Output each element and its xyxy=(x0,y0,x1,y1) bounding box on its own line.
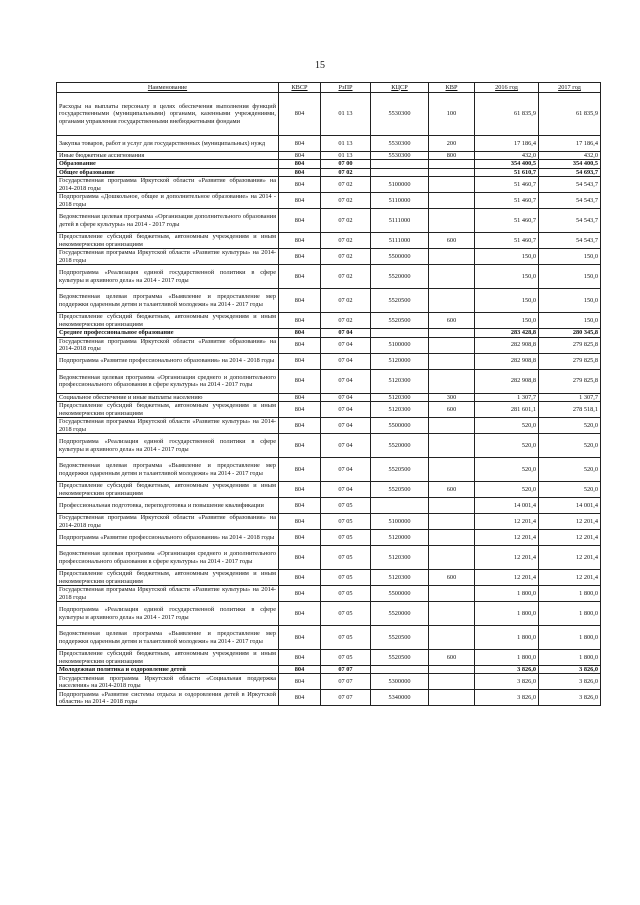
row-value-2017: 280 345,8 xyxy=(539,329,601,337)
row-name: Подпрограмма «Дошкольное, общее и дополнительное образование» на 2014 - 2018 годы xyxy=(57,193,279,209)
row-kvsr: 804 xyxy=(279,265,321,289)
row-kcsr: 5500000 xyxy=(371,586,429,602)
row-kcsr: 5120000 xyxy=(371,530,429,546)
row-rzpr: 01 13 xyxy=(321,93,371,136)
row-name: Профессиональная подготовка, переподготовка и повышение квалификации xyxy=(57,498,279,514)
row-value-2017: 520,0 xyxy=(539,434,601,458)
row-kvr xyxy=(429,586,475,602)
row-kcsr: 5100000 xyxy=(371,177,429,193)
row-kvr xyxy=(429,626,475,650)
row-name: Образование xyxy=(57,160,279,168)
row-kcsr: 5120300 xyxy=(371,546,429,570)
row-kvsr: 804 xyxy=(279,514,321,530)
row-name: Предоставление субсидий бюджетным, автономным учреждениям и иным некоммерческим организациям xyxy=(57,402,279,418)
row-rzpr: 07 07 xyxy=(321,674,371,690)
row-rzpr: 07 05 xyxy=(321,626,371,650)
header-2016: 2016 год xyxy=(475,83,539,93)
row-kcsr: 5110000 xyxy=(371,193,429,209)
row-value-2016: 51 460,7 xyxy=(475,233,539,249)
row-kcsr xyxy=(371,160,429,168)
table-row xyxy=(57,193,601,209)
row-kvr xyxy=(429,369,475,393)
row-kvr xyxy=(429,337,475,353)
row-rzpr: 07 02 xyxy=(321,193,371,209)
row-rzpr: 07 04 xyxy=(321,329,371,337)
row-value-2016: 1 800,0 xyxy=(475,602,539,626)
row-name: Ведомственная целевая программа «Организация дополнительного образования детей в сфере культуры» на 2014 - 2017 годы xyxy=(57,209,279,233)
row-value-2017: 520,0 xyxy=(539,418,601,434)
row-kcsr xyxy=(371,498,429,514)
row-kcsr: 5530300 xyxy=(371,152,429,160)
row-kvsr: 804 xyxy=(279,586,321,602)
row-rzpr: 07 02 xyxy=(321,177,371,193)
row-rzpr: 07 05 xyxy=(321,530,371,546)
row-kvsr: 804 xyxy=(279,602,321,626)
row-value-2016: 3 826,0 xyxy=(475,666,539,674)
table-header-row xyxy=(57,83,601,93)
table-row xyxy=(57,690,601,706)
table-row xyxy=(57,530,601,546)
row-value-2016: 12 201,4 xyxy=(475,514,539,530)
row-value-2017: 279 825,8 xyxy=(539,353,601,369)
row-name: Государственная программа Иркутской области «Развитие образования» на 2014-2018 годы xyxy=(57,337,279,353)
row-name: Ведомственная целевая программа «Выявление и предоставление мер поддержки одаренным детям и талантливой молодежи» на 2014 - 2017 годы xyxy=(57,289,279,313)
row-value-2016: 150,0 xyxy=(475,289,539,313)
row-value-2017: 150,0 xyxy=(539,289,601,313)
row-rzpr: 01 13 xyxy=(321,152,371,160)
row-kvr xyxy=(429,160,475,168)
row-kvr xyxy=(429,458,475,482)
row-rzpr: 07 04 xyxy=(321,393,371,401)
row-value-2016: 51 460,7 xyxy=(475,193,539,209)
row-kcsr: 5530300 xyxy=(371,93,429,136)
row-value-2016: 51 460,7 xyxy=(475,209,539,233)
table-row xyxy=(57,313,601,329)
row-value-2017: 354 400,5 xyxy=(539,160,601,168)
header-rzpr: РзПР xyxy=(321,83,371,93)
table-row xyxy=(57,265,601,289)
row-kvsr: 804 xyxy=(279,369,321,393)
row-name: Расходы на выплаты персоналу в целях обеспечения выполнения функций государственными (муниципальными) органами, казенными учреждениями, органами управления государственными внебюджетными фондами xyxy=(57,93,279,136)
row-kcsr: 5520000 xyxy=(371,434,429,458)
row-kcsr: 5520500 xyxy=(371,458,429,482)
table-body xyxy=(57,93,601,706)
row-name: Государственная программа Иркутской области «Развитие культуры» на 2014-2018 годы xyxy=(57,249,279,265)
row-rzpr: 07 04 xyxy=(321,402,371,418)
row-value-2017: 12 201,4 xyxy=(539,570,601,586)
row-name: Закупка товаров, работ и услуг для государственных (муниципальных) нужд xyxy=(57,136,279,152)
row-kvsr: 804 xyxy=(279,530,321,546)
row-kvr: 600 xyxy=(429,313,475,329)
row-kvr xyxy=(429,546,475,570)
table-row xyxy=(57,329,601,337)
row-kvsr: 804 xyxy=(279,249,321,265)
row-kvr xyxy=(429,249,475,265)
row-rzpr: 07 05 xyxy=(321,650,371,666)
table-row xyxy=(57,233,601,249)
row-value-2016: 283 428,8 xyxy=(475,329,539,337)
table-row xyxy=(57,546,601,570)
row-value-2017: 12 201,4 xyxy=(539,514,601,530)
row-name: Подпрограмма «Реализация единой государственной политики в сфере культуры и архивного дела» на 2014 - 2017 годы xyxy=(57,602,279,626)
row-value-2017: 1 800,0 xyxy=(539,586,601,602)
table-row xyxy=(57,602,601,626)
row-value-2017: 150,0 xyxy=(539,249,601,265)
row-value-2017: 3 826,0 xyxy=(539,690,601,706)
row-name: Среднее профессиональное образование xyxy=(57,329,279,337)
row-kvsr: 804 xyxy=(279,674,321,690)
table-row xyxy=(57,160,601,168)
row-value-2016: 520,0 xyxy=(475,458,539,482)
row-value-2017: 12 201,4 xyxy=(539,546,601,570)
row-value-2016: 51 460,7 xyxy=(475,177,539,193)
table-row xyxy=(57,209,601,233)
row-value-2017: 520,0 xyxy=(539,458,601,482)
row-kvsr: 804 xyxy=(279,93,321,136)
row-kcsr: 5520500 xyxy=(371,482,429,498)
table-row xyxy=(57,434,601,458)
row-kvr xyxy=(429,602,475,626)
row-name: Подпрограмма «Развитие системы отдыха и оздоровления детей в Иркутской области» на 2014 - 2018 годы xyxy=(57,690,279,706)
table-row xyxy=(57,93,601,136)
row-value-2016: 281 601,1 xyxy=(475,402,539,418)
row-name: Молодежная политика и оздоровление детей xyxy=(57,666,279,674)
row-kvsr: 804 xyxy=(279,546,321,570)
row-value-2017: 3 826,0 xyxy=(539,674,601,690)
row-kvr xyxy=(429,353,475,369)
row-rzpr: 07 04 xyxy=(321,369,371,393)
row-kvsr: 804 xyxy=(279,498,321,514)
row-value-2017: 1 800,0 xyxy=(539,626,601,650)
row-kcsr: 5520500 xyxy=(371,289,429,313)
row-value-2016: 17 186,4 xyxy=(475,136,539,152)
row-kvr xyxy=(429,530,475,546)
header-kcsr: КЦСР xyxy=(371,83,429,93)
header-kvr: КВР xyxy=(429,83,475,93)
row-kvr: 600 xyxy=(429,233,475,249)
row-rzpr: 07 04 xyxy=(321,337,371,353)
table-row xyxy=(57,674,601,690)
row-kvsr: 804 xyxy=(279,289,321,313)
row-kvsr: 804 xyxy=(279,393,321,401)
row-value-2016: 282 908,8 xyxy=(475,369,539,393)
row-kvr xyxy=(429,434,475,458)
row-rzpr: 07 07 xyxy=(321,690,371,706)
row-kvr: 600 xyxy=(429,482,475,498)
row-kcsr: 5500000 xyxy=(371,418,429,434)
row-name: Предоставление субсидий бюджетным, автономным учреждениям и иным некоммерческим организациям xyxy=(57,233,279,249)
row-rzpr: 07 04 xyxy=(321,434,371,458)
table-row xyxy=(57,393,601,401)
row-rzpr: 07 02 xyxy=(321,313,371,329)
row-value-2016: 3 826,0 xyxy=(475,674,539,690)
row-name: Социальное обеспечение и иные выплаты населению xyxy=(57,393,279,401)
row-kcsr: 5520500 xyxy=(371,650,429,666)
row-name: Иные бюджетные ассигнования xyxy=(57,152,279,160)
row-kcsr: 5520000 xyxy=(371,602,429,626)
row-kvr xyxy=(429,498,475,514)
row-value-2016: 1 800,0 xyxy=(475,650,539,666)
row-value-2017: 54 543,7 xyxy=(539,177,601,193)
row-rzpr: 07 02 xyxy=(321,209,371,233)
row-value-2017: 54 543,7 xyxy=(539,209,601,233)
row-name: Ведомственная целевая программа «Выявление и предоставление мер поддержки одаренным детям и талантливой молодежи» на 2014 - 2017 годы xyxy=(57,458,279,482)
row-kcsr: 5120300 xyxy=(371,402,429,418)
row-value-2017: 432,0 xyxy=(539,152,601,160)
row-rzpr: 07 04 xyxy=(321,418,371,434)
row-kvr xyxy=(429,193,475,209)
table-row xyxy=(57,289,601,313)
table-row xyxy=(57,482,601,498)
row-kvr: 600 xyxy=(429,650,475,666)
table-row xyxy=(57,168,601,176)
row-kvr: 300 xyxy=(429,393,475,401)
row-value-2017: 150,0 xyxy=(539,313,601,329)
row-value-2016: 150,0 xyxy=(475,313,539,329)
table-row xyxy=(57,337,601,353)
table-row xyxy=(57,458,601,482)
row-kvr xyxy=(429,177,475,193)
row-rzpr: 07 04 xyxy=(321,482,371,498)
row-value-2017: 279 825,8 xyxy=(539,369,601,393)
row-kvsr: 804 xyxy=(279,402,321,418)
row-kvr xyxy=(429,418,475,434)
row-value-2017: 520,0 xyxy=(539,482,601,498)
row-kvr: 600 xyxy=(429,570,475,586)
row-value-2017: 1 800,0 xyxy=(539,650,601,666)
row-kvsr: 804 xyxy=(279,136,321,152)
row-name: Предоставление субсидий бюджетным, автономным учреждениям и иным некоммерческим организациям xyxy=(57,570,279,586)
row-kcsr: 5340000 xyxy=(371,690,429,706)
row-value-2016: 520,0 xyxy=(475,418,539,434)
row-kvsr: 804 xyxy=(279,458,321,482)
row-kvsr: 804 xyxy=(279,418,321,434)
row-kvr xyxy=(429,265,475,289)
row-kvr: 600 xyxy=(429,402,475,418)
row-value-2017: 54 543,7 xyxy=(539,193,601,209)
table-row xyxy=(57,136,601,152)
row-value-2016: 1 307,7 xyxy=(475,393,539,401)
row-name: Предоставление субсидий бюджетным, автономным учреждениям и иным некоммерческим организациям xyxy=(57,650,279,666)
row-kvr: 100 xyxy=(429,93,475,136)
row-value-2016: 520,0 xyxy=(475,482,539,498)
row-kvsr: 804 xyxy=(279,650,321,666)
row-name: Государственная программа Иркутской области «Развитие культуры» на 2014-2018 годы xyxy=(57,586,279,602)
row-value-2016: 12 201,4 xyxy=(475,530,539,546)
row-value-2016: 282 908,8 xyxy=(475,337,539,353)
row-value-2016: 520,0 xyxy=(475,434,539,458)
row-kcsr: 5120300 xyxy=(371,570,429,586)
table-row xyxy=(57,177,601,193)
row-rzpr: 07 05 xyxy=(321,498,371,514)
row-kcsr: 5100000 xyxy=(371,514,429,530)
row-value-2017: 1 800,0 xyxy=(539,602,601,626)
row-value-2016: 12 201,4 xyxy=(475,546,539,570)
row-kvsr: 804 xyxy=(279,666,321,674)
row-kvsr: 804 xyxy=(279,193,321,209)
row-kvr xyxy=(429,168,475,176)
row-kvr xyxy=(429,514,475,530)
table-row xyxy=(57,249,601,265)
row-name: Подпрограмма «Реализация единой государственной политики в сфере культуры и архивного дела» на 2014 - 2017 годы xyxy=(57,434,279,458)
row-value-2016: 61 835,9 xyxy=(475,93,539,136)
table-row xyxy=(57,650,601,666)
row-kvr xyxy=(429,666,475,674)
row-kvr xyxy=(429,289,475,313)
budget-table xyxy=(56,82,601,706)
row-rzpr: 07 02 xyxy=(321,265,371,289)
row-name: Общее образование xyxy=(57,168,279,176)
row-value-2017: 54 693,7 xyxy=(539,168,601,176)
row-value-2017: 14 001,4 xyxy=(539,498,601,514)
row-kvsr: 804 xyxy=(279,168,321,176)
row-name: Ведомственная целевая программа «Организация среднего и дополнительного профессионального образования в сфере культуры» на 2014 - 2017 годы xyxy=(57,546,279,570)
row-name: Предоставление субсидий бюджетным, автономным учреждениям и иным некоммерческим организациям xyxy=(57,313,279,329)
row-kvsr: 804 xyxy=(279,160,321,168)
row-name: Подпрограмма «Развитие профессионального образования» на 2014 - 2018 годы xyxy=(57,353,279,369)
row-name: Ведомственная целевая программа «Организация среднего и дополнительного профессионального образования в сфере культуры» на 2014 - 2017 годы xyxy=(57,369,279,393)
row-value-2016: 282 908,8 xyxy=(475,353,539,369)
table-row xyxy=(57,353,601,369)
row-value-2016: 12 201,4 xyxy=(475,570,539,586)
row-value-2017: 3 826,0 xyxy=(539,666,601,674)
row-rzpr: 07 04 xyxy=(321,458,371,482)
row-value-2016: 14 001,4 xyxy=(475,498,539,514)
row-kvsr: 804 xyxy=(279,570,321,586)
row-value-2016: 432,0 xyxy=(475,152,539,160)
row-value-2016: 354 400,5 xyxy=(475,160,539,168)
row-name: Подпрограмма «Развитие профессионального образования» на 2014 - 2018 годы xyxy=(57,530,279,546)
row-kcsr: 5500000 xyxy=(371,249,429,265)
row-kvr: 200 xyxy=(429,136,475,152)
table-row xyxy=(57,418,601,434)
row-value-2017: 17 186,4 xyxy=(539,136,601,152)
header-kvsr: КВСР xyxy=(279,83,321,93)
row-kcsr: 5120000 xyxy=(371,353,429,369)
row-kcsr xyxy=(371,329,429,337)
row-value-2016: 150,0 xyxy=(475,265,539,289)
header-name: Наименование xyxy=(57,83,279,93)
row-kcsr: 5520500 xyxy=(371,626,429,650)
table-row xyxy=(57,369,601,393)
page-number: 15 xyxy=(315,60,325,71)
row-rzpr: 07 05 xyxy=(321,570,371,586)
row-rzpr: 01 13 xyxy=(321,136,371,152)
row-name: Государственная программа Иркутской области «Развитие образования» на 2014-2018 годы xyxy=(57,177,279,193)
row-kvsr: 804 xyxy=(279,233,321,249)
row-rzpr: 07 05 xyxy=(321,514,371,530)
row-rzpr: 07 02 xyxy=(321,233,371,249)
row-kcsr: 5300000 xyxy=(371,674,429,690)
row-kcsr: 5530300 xyxy=(371,136,429,152)
row-kvr xyxy=(429,209,475,233)
row-kcsr xyxy=(371,168,429,176)
row-kcsr: 5120300 xyxy=(371,393,429,401)
row-kvsr: 804 xyxy=(279,152,321,160)
row-value-2016: 51 610,7 xyxy=(475,168,539,176)
row-value-2016: 1 800,0 xyxy=(475,626,539,650)
row-value-2017: 279 825,8 xyxy=(539,337,601,353)
row-kvsr: 804 xyxy=(279,353,321,369)
row-kcsr: 5111000 xyxy=(371,233,429,249)
row-name: Предоставление субсидий бюджетным, автономным учреждениям и иным некоммерческим организациям xyxy=(57,482,279,498)
row-kvsr: 804 xyxy=(279,482,321,498)
table-row xyxy=(57,570,601,586)
row-value-2016: 3 826,0 xyxy=(475,690,539,706)
row-name: Государственная программа Иркутской области «Развитие образования» на 2014-2018 годы xyxy=(57,514,279,530)
row-rzpr: 07 00 xyxy=(321,160,371,168)
row-kcsr: 5520500 xyxy=(371,313,429,329)
table-row xyxy=(57,152,601,160)
row-value-2017: 150,0 xyxy=(539,265,601,289)
row-rzpr: 07 02 xyxy=(321,289,371,313)
row-name: Государственная программа Иркутской области «Социальная поддержка населения» на 2014-2018 годы xyxy=(57,674,279,690)
row-rzpr: 07 04 xyxy=(321,353,371,369)
row-value-2016: 1 800,0 xyxy=(475,586,539,602)
row-rzpr: 07 05 xyxy=(321,586,371,602)
row-kcsr: 5120300 xyxy=(371,369,429,393)
row-rzpr: 07 07 xyxy=(321,666,371,674)
row-rzpr: 07 05 xyxy=(321,546,371,570)
row-kvsr: 804 xyxy=(279,626,321,650)
table-row xyxy=(57,666,601,674)
table-row xyxy=(57,498,601,514)
row-kvr: 800 xyxy=(429,152,475,160)
row-name: Ведомственная целевая программа «Выявление и предоставление мер поддержки одаренным детям и талантливой молодежи» на 2014 - 2017 годы xyxy=(57,626,279,650)
row-kvsr: 804 xyxy=(279,690,321,706)
row-kcsr: 5100000 xyxy=(371,337,429,353)
row-kvsr: 804 xyxy=(279,209,321,233)
row-value-2017: 54 543,7 xyxy=(539,233,601,249)
row-name: Подпрограмма «Реализация единой государственной политики в сфере культуры и архивного дела» на 2014 - 2017 годы xyxy=(57,265,279,289)
row-value-2017: 12 201,4 xyxy=(539,530,601,546)
row-kcsr: 5520000 xyxy=(371,265,429,289)
row-value-2017: 1 307,7 xyxy=(539,393,601,401)
row-kvsr: 804 xyxy=(279,313,321,329)
row-kvsr: 804 xyxy=(279,329,321,337)
row-rzpr: 07 02 xyxy=(321,168,371,176)
row-kvr xyxy=(429,690,475,706)
table-row xyxy=(57,626,601,650)
row-value-2016: 150,0 xyxy=(475,249,539,265)
row-kvr xyxy=(429,329,475,337)
row-rzpr: 07 02 xyxy=(321,249,371,265)
table-row xyxy=(57,586,601,602)
row-kvsr: 804 xyxy=(279,337,321,353)
table-row xyxy=(57,402,601,418)
row-kvsr: 804 xyxy=(279,177,321,193)
row-value-2017: 278 518,1 xyxy=(539,402,601,418)
table-row xyxy=(57,514,601,530)
header-2017: 2017 год xyxy=(539,83,601,93)
row-rzpr: 07 05 xyxy=(321,602,371,626)
row-value-2017: 61 835,9 xyxy=(539,93,601,136)
row-kvr xyxy=(429,674,475,690)
row-kvsr: 804 xyxy=(279,434,321,458)
row-kcsr: 5111000 xyxy=(371,209,429,233)
row-kcsr xyxy=(371,666,429,674)
row-name: Государственная программа Иркутской области «Развитие культуры» на 2014-2018 годы xyxy=(57,418,279,434)
